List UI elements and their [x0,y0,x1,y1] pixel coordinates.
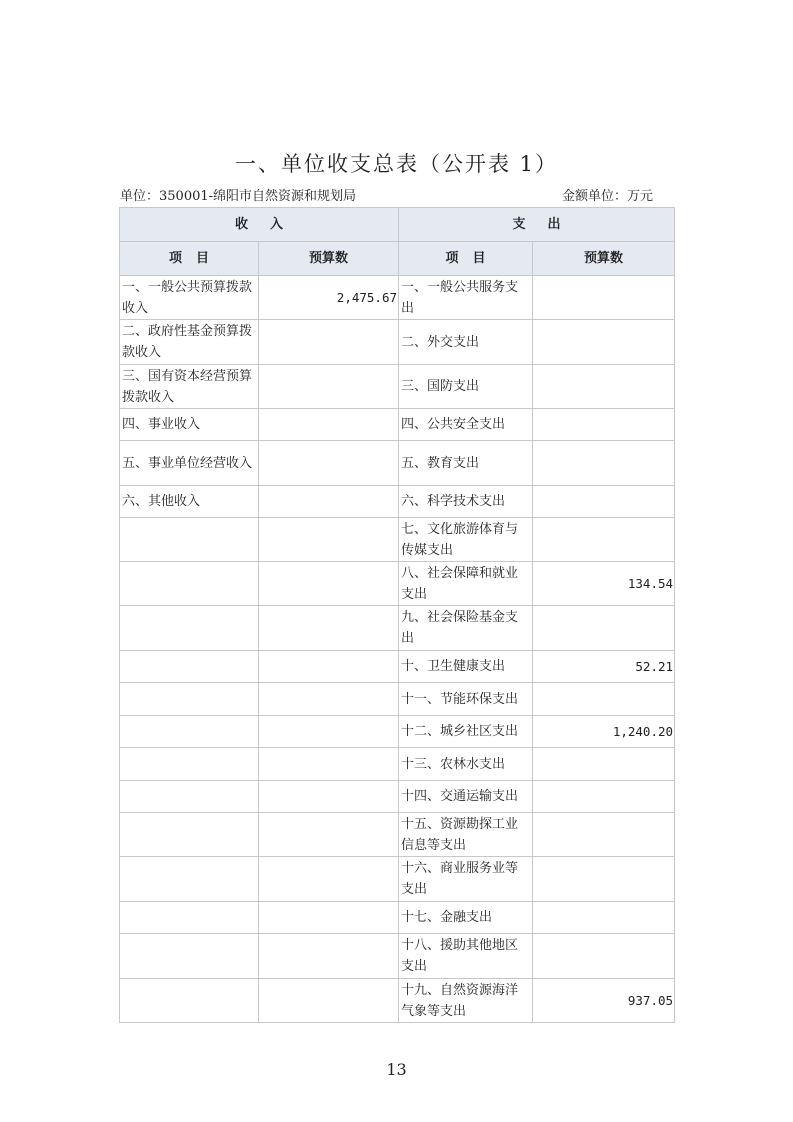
table-row [120,934,675,979]
table-row [120,716,675,748]
income-item-cell [120,781,259,813]
income-value-cell [259,902,399,934]
expense-value-cell [533,441,675,486]
income-value-cell [259,781,399,813]
expense-value-cell [533,902,675,934]
expense-value-cell [533,518,675,562]
expense-value-cell [533,748,675,781]
income-group-header: 收入 [120,208,399,242]
expense-item-cell: 一、一般公共服务支出 [399,276,533,320]
table-row [120,651,675,683]
income-item-cell [120,716,259,748]
expense-value-cell [533,606,675,651]
income-item-cell [120,518,259,562]
amount-unit-label: 金额单位：万元 [561,189,653,204]
income-value-cell [259,441,399,486]
income-value-cell [259,934,399,979]
expense-value-cell [533,486,675,518]
expense-value-cell [533,813,675,857]
income-value-cell [259,562,399,606]
expense-item-cell: 二、外交支出 [399,320,533,365]
income-item-cell: 二、政府性基金预算拨款收入 [120,320,259,365]
expense-value-cell: 52.21 [533,651,675,683]
expense-item-header: 项目 [399,242,533,276]
expense-item-cell: 十九、自然资源海洋气象等支出 [399,979,533,1023]
expense-value-cell [533,683,675,716]
income-item-header: 项目 [120,242,259,276]
table-row [120,606,675,651]
table-row [120,902,675,934]
table-row [120,857,675,902]
income-value-cell [259,716,399,748]
expense-budget-header: 预算数 [533,242,675,276]
table-row [120,683,675,716]
income-value-cell [259,979,399,1023]
expense-item-cell: 七、文化旅游体育与传媒支出 [399,518,533,562]
expense-item-cell: 十五、资源勘探工业信息等支出 [399,813,533,857]
income-item-cell [120,562,259,606]
expense-item-cell: 四、公共安全支出 [399,409,533,441]
expense-value-cell [533,409,675,441]
expense-value-cell [533,934,675,979]
income-item-cell [120,606,259,651]
income-value-cell [259,518,399,562]
expense-item-cell: 十、卫生健康支出 [399,651,533,683]
expense-group-header: 支出 [399,208,675,242]
expense-item-cell: 十二、城乡社区支出 [399,716,533,748]
expense-item-cell: 三、国防支出 [399,365,533,409]
income-value-cell [259,486,399,518]
expense-value-cell [533,320,675,365]
expense-item-cell: 十一、节能环保支出 [399,683,533,716]
table-row [120,441,675,486]
table-row [120,781,675,813]
income-value-cell [259,651,399,683]
expense-item-cell: 八、社会保障和就业支出 [399,562,533,606]
income-item-cell [120,651,259,683]
table-row [120,562,675,606]
expense-value-cell: 1,240.20 [533,716,675,748]
income-item-cell [120,748,259,781]
income-item-cell [120,683,259,716]
table-row [120,409,675,441]
income-item-cell [120,813,259,857]
income-item-cell [120,934,259,979]
income-value-cell [259,365,399,409]
income-item-cell: 六、其他收入 [120,486,259,518]
expense-value-cell [533,857,675,902]
expense-item-cell: 十四、交通运输支出 [399,781,533,813]
income-item-cell [120,902,259,934]
table-row [120,748,675,781]
income-value-cell [259,320,399,365]
expense-value-cell [533,781,675,813]
income-value-cell [259,857,399,902]
income-budget-header: 预算数 [259,242,399,276]
expense-item-cell: 十三、农林水支出 [399,748,533,781]
income-item-cell [120,857,259,902]
expense-value-cell: 937.05 [533,979,675,1023]
expense-value-cell [533,365,675,409]
income-value-cell [259,409,399,441]
income-value-cell [259,606,399,651]
expense-item-cell: 九、社会保险基金支出 [399,606,533,651]
expense-item-cell: 十六、商业服务业等支出 [399,857,533,902]
income-item-cell: 一、一般公共预算拨款收入 [120,276,259,320]
table-row [120,979,675,1023]
income-value-cell [259,748,399,781]
budget-summary-table [119,207,675,1023]
income-value-cell: 2,475.67 [259,276,399,320]
table-row [120,276,675,320]
expense-item-cell: 十七、金融支出 [399,902,533,934]
income-item-cell: 五、事业单位经营收入 [120,441,259,486]
table-row [120,486,675,518]
income-item-cell: 四、事业收入 [120,409,259,441]
expense-item-cell: 五、教育支出 [399,441,533,486]
table-column-header-row [120,242,675,276]
page-number: 13 [386,1060,407,1079]
unit-label: 单位：350001-绵阳市自然资源和规划局 [120,189,357,204]
table-row [120,365,675,409]
table-row [120,518,675,562]
expense-item-cell: 十八、援助其他地区支出 [399,934,533,979]
expense-item-cell: 六、科学技术支出 [399,486,533,518]
income-value-cell [259,683,399,716]
page-title: 一、单位收支总表（公开表 1） [234,152,559,176]
income-item-cell [120,979,259,1023]
table-row [120,320,675,365]
expense-value-cell [533,276,675,320]
income-value-cell [259,813,399,857]
income-item-cell: 三、国有资本经营预算拨款收入 [120,365,259,409]
expense-value-cell: 134.54 [533,562,675,606]
table-group-header-row [120,208,675,242]
table-row [120,813,675,857]
